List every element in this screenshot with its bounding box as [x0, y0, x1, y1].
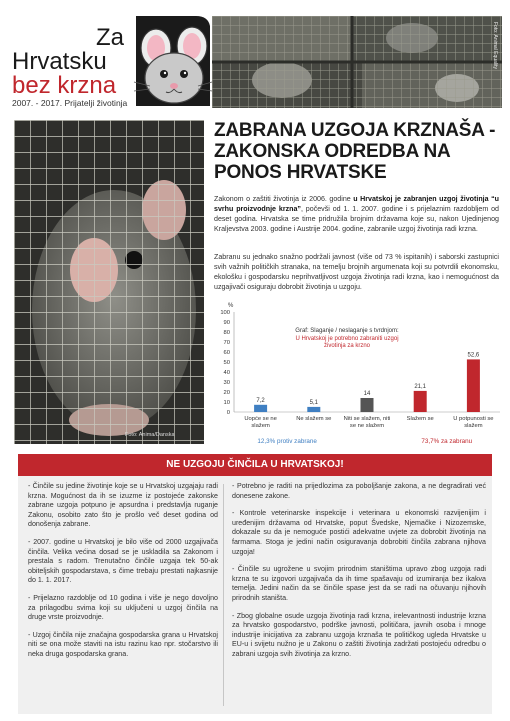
chart-annotation: 73,7% za zabranu [421, 438, 473, 445]
page-title: ZABRANA UZGOJA KRZNAŠA - ZAKONSKA ODREDBA NA PONOS HRVATSKE [214, 120, 496, 183]
left-paragraph: - Činčile su jedine životinje koje se u Hrvatskoj uzgajaju radi krzna. Mogućnost da ih se izuzme iz postojeće zakonske zabrane uzgoja potpuno je apsurdna i predstavlja ruganje Zakonu, osobito zato što je prošlo več deset godina od donošenja zabrane. [28, 482, 218, 529]
y-tick-label: 10 [223, 400, 230, 406]
left-paragraph: - 2007. godine u Hrvatskoj je bilo više od 2000 uzgajivača činčila. Velika većina dosad se je uskladila sa Zakonom i prestala s radom. Trenutačno činčile uzgaja tek 50-ak obiteljskih gospodarstava, s čime trebaju prestati najkasnije do 1. 1. 2017. [28, 537, 218, 585]
logo-subtitle: 2007. - 2017. Prijatelji životinja [12, 98, 128, 108]
chart-subtitle: U Hrvatskoj je potrebno zabraniti uzgoj životinja za krzno [295, 335, 399, 349]
column-divider [223, 484, 224, 706]
right-paragraph: - Činčile su ugrožene u svojim prirodnim staništima upravo zbog uzgoja radi krzna te su izgovori uzgajivača da ih time spašavaju od izumiranja bez ikakva temelja. Jedini način da se činčile spase jest da se radi na očuvanju njihovih prirodnih staništa. [232, 565, 486, 602]
main-photo-credit: Foto: Anima/Danska [125, 432, 175, 438]
chinchilla-photo [14, 120, 204, 444]
chart-annotation: 12,3% protiv zabrane [257, 438, 317, 445]
chart-bar [414, 391, 427, 412]
x-category-label: U potpunosti se slažem [453, 416, 494, 429]
y-tick-label: 20 [223, 390, 230, 396]
chart-note [284, 328, 410, 351]
y-tick-label: 90 [223, 320, 230, 326]
cages-photo-image [212, 16, 502, 108]
logo-line-3: bez krzna [12, 72, 117, 99]
bar-value-label: 14 [363, 391, 371, 397]
right-paragraph: - Kontrole veterinarske inspekcije i veterinara u ekonomski razvijenijim i uređenijim državama od Hrvatske, poput Švedske, Njemačke i Nizozemske, dokazale su da je nemoguće postići adekvatne uvjete za dobrobit životinja na farmama. Stoga je jedini način osiguravanja dobrobiti činčila zabrana njihova uzgoja! [232, 509, 486, 556]
chinchilla-photo-image [14, 120, 204, 444]
chart-bar [307, 407, 320, 412]
x-category-label: Ne slažem se [296, 416, 332, 422]
right-paragraph: - Zbog globalne osude uzgoja životinja radi krzna, irelevantnosti industrije krzna za hrvatsko gospodarstvo, podrške javnosti, političara, javnih osoba i mnoge industrije inicijativa za zabranu uzgoja krznaša te političkog ugleda Hrvatske u EU-u i svijetu nužno je u Zakonu o zaštiti životinja zadržati postojeću odredbu o zabrani uzgoja svih životinja za krzno. [232, 611, 486, 658]
y-tick-label: 60 [223, 350, 230, 356]
bar-value-label: 52,6 [467, 352, 480, 359]
chart-bar [254, 405, 267, 412]
intro-paragraph-1 [214, 194, 499, 234]
chinchilla-logo-icon [126, 16, 214, 108]
intro-p1-part-a: Zakonom o zaštiti životinja iz 2006. godine [214, 195, 354, 203]
y-tick-label: 50 [223, 360, 230, 366]
bar-value-label: 21,1 [414, 383, 427, 390]
left-paragraph: - Uzgoj činčila nije značajna gospodarska grana u Hrvatskoj niti se ona može staviti na istu razinu kao npr. stočarstvo ili neka druga gospodarska grana. [28, 630, 218, 658]
chart-title: Graf: Slaganje / neslaganje s tvrdnjom: [295, 328, 399, 334]
arguments-section [18, 476, 492, 714]
y-tick-label: 80 [223, 330, 230, 336]
chart-bar [467, 359, 480, 412]
x-category-label: Niti se slažem, niti se ne slažem [343, 416, 391, 429]
x-category-label: Uopće se ne slažem [244, 416, 277, 429]
left-paragraph: - Prijelazno razdoblje od 10 godina i više je nego dovoljno za prilagodbu svima koji su uključeni u uzgoj činčila na druge vrste proizvodnje. [28, 593, 218, 622]
top-photo-credit: Foto: Animal Equality [492, 22, 498, 69]
y-tick-label: 0 [226, 410, 230, 416]
y-tick-label: 30 [223, 380, 230, 386]
y-tick-label: 40 [223, 370, 230, 376]
intro-p1-emphasis: u Hrvatskoj je zabranjen uzgoj životinja “u svrhu proizvodnje krzna” [214, 195, 499, 213]
bar-value-label: 7,2 [256, 397, 265, 404]
intro-p1-part-c: , počevši od 1. 1. 2007. godine i s prijelaznim razdobljem od deset godina. Hrvatska se time pridružila brojnim državama koje su, nakon Ujedinjenog Kraljevstva 2003. godine i Austrije 2004. godine, zabranile uzgoj životinja radi krzna. [214, 205, 499, 233]
logo-line-1: Za [96, 24, 125, 51]
logo-line-2: Hrvatsku [12, 48, 107, 75]
bar-value-label: 5,1 [309, 399, 318, 406]
cages-photo [212, 16, 502, 108]
x-category-label: Slažem se [406, 416, 434, 422]
y-tick-label: 70 [223, 340, 230, 346]
survey-chart [214, 300, 504, 448]
section-banner: NE UZGOJU ČINČILA U HRVATSKOJ! [18, 454, 492, 476]
intro-paragraph-2: Zabranu su jednako snažno podržali javnost (više od 73 % ispitanih) i saborski zastupnici svih važnih političkih stranaka, na temelju brojnih argumenata koji su potvrdili ekonomsku, ekološku i gospodarsku neprihvatljivost uzgoja životinja radi krzna, kao i nemogućnost da uzgajivači osiguraju dobrobit životinja u uzgoju. [214, 253, 499, 291]
right-column [232, 482, 486, 668]
right-paragraph: - Potrebno je raditi na prijedlozima za poboljšanje zakona, a ne degradirati već donesene zakone. [232, 482, 486, 500]
y-tick-label: 100 [220, 310, 230, 316]
left-column [28, 482, 218, 668]
logo [8, 16, 213, 116]
chart-bar [361, 398, 374, 412]
y-axis-unit: % [228, 303, 234, 309]
